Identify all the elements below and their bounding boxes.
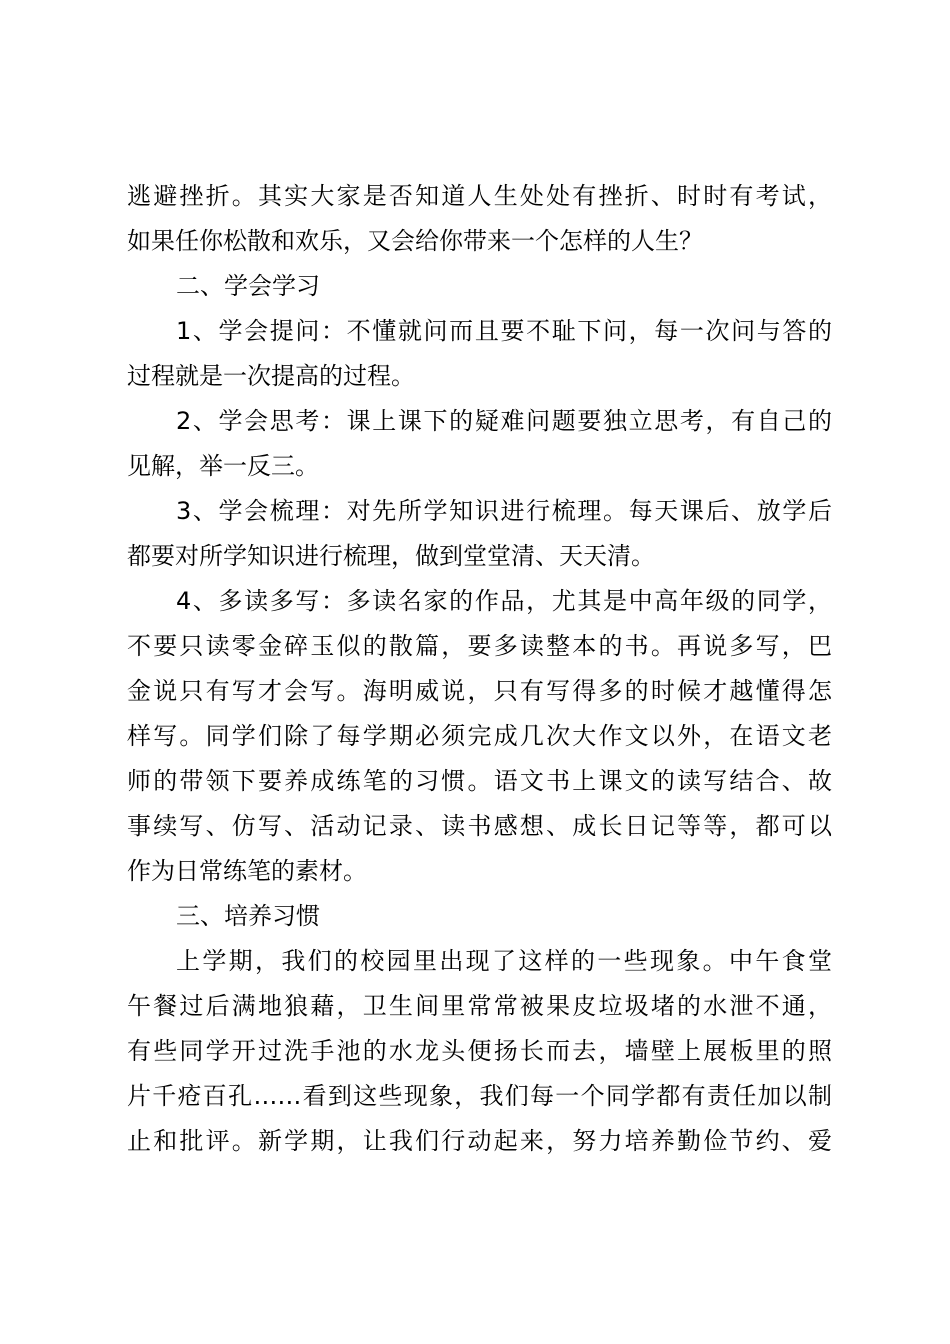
- text-line: 事续写、仿写、活动记录、读书感想、成长日记等等，都可以: [127, 812, 832, 840]
- text-line: 如果任你松散和欢乐，又会给你带来一个怎样的人生？: [127, 227, 703, 255]
- text-line: 上学期，我们的校园里出现了这样的一些现象。中午食堂: [176, 947, 832, 975]
- text-line: 见解，举一反三。: [127, 452, 319, 480]
- text-line: 过程就是一次提高的过程。: [127, 362, 415, 390]
- text-line: 午餐过后满地狼藉，卫生间里常常被果皮垃圾堵的水泄不通，: [127, 992, 832, 1020]
- text-line: 1、学会提问：不懂就问而且要不耻下问，每一次问与答的: [176, 317, 832, 345]
- text-line: 止和批评。新学期，让我们行动起来，努力培养勤俭节约、爱: [127, 1127, 832, 1155]
- text-line: 样写。同学们除了每学期必须完成几次大作文以外，在语文老: [127, 722, 832, 750]
- text-line: 4、多读多写：多读名家的作品，尤其是中高年级的同学，: [176, 587, 832, 615]
- section-heading: 二、学会学习: [176, 272, 320, 300]
- text-line: 不要只读零金碎玉似的散篇，要多读整本的书。再说多写，巴: [127, 632, 832, 660]
- text-line: 片千疮百孔……看到这些现象，我们每一个同学都有责任加以制: [127, 1082, 832, 1110]
- text-line: 3、学会梳理：对先所学知识进行梳理。每天课后、放学后: [176, 497, 832, 525]
- section-heading: 三、培养习惯: [176, 902, 320, 930]
- text-line: 作为日常练笔的素材。: [127, 857, 367, 885]
- text-line: 师的带领下要养成练笔的习惯。语文书上课文的读写结合、故: [127, 767, 832, 795]
- text-line: 2、学会思考：课上课下的疑难问题要独立思考，有自己的: [176, 407, 832, 435]
- text-line: 都要对所学知识进行梳理，做到堂堂清、天天清。: [127, 542, 655, 570]
- text-line: 有些同学开过洗手池的水龙头便扬长而去，墙壁上展板里的照: [127, 1037, 832, 1065]
- text-line: 金说只有写才会写。海明威说，只有写得多的时候才越懂得怎: [127, 677, 832, 705]
- text-line: 逃避挫折。其实大家是否知道人生处处有挫折、时时有考试，: [127, 182, 832, 210]
